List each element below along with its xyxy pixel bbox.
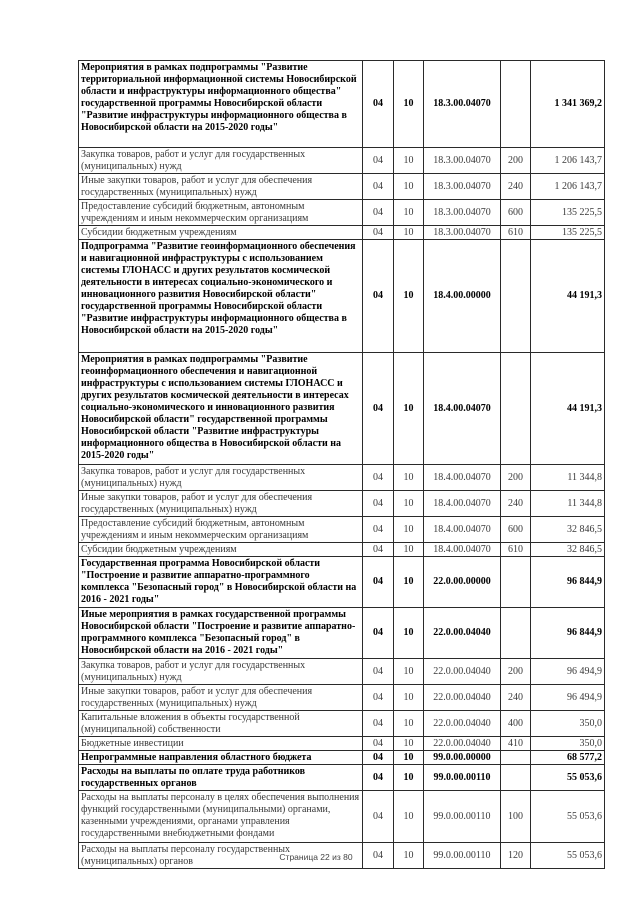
section-code-cell: 04 [363,608,394,659]
row-name-cell: Расходы на выплаты персоналу в целях обеспечения выполнения функций государственными (муниципальными) органами, казенными учреждениями, органами управления государственными внебюджетными фондами [79,791,363,843]
target-article-cell: 99.0.00.00000 [424,751,501,765]
expense-type-cell [501,61,531,148]
table-row [79,353,605,465]
amount-cell: 11 344,8 [531,491,605,517]
expense-type-cell: 600 [501,200,531,226]
section-code-cell: 04 [363,791,394,843]
table-row [79,791,605,843]
section-code-cell: 04 [363,200,394,226]
table-row [79,765,605,791]
expense-type-cell [501,608,531,659]
subsection-code-cell: 10 [394,685,424,711]
subsection-code-cell: 10 [394,200,424,226]
subsection-code-cell: 10 [394,765,424,791]
expense-type-cell [501,353,531,465]
table-row [79,711,605,737]
amount-cell: 55 053,6 [531,765,605,791]
target-article-cell: 18.4.00.04070 [424,491,501,517]
expense-type-cell [501,240,531,353]
amount-cell: 96 844,9 [531,608,605,659]
table-row [79,226,605,240]
expense-type-cell: 240 [501,685,531,711]
table-row [79,517,605,543]
target-article-cell: 22.0.00.04040 [424,737,501,751]
expense-type-cell: 600 [501,517,531,543]
section-code-cell: 04 [363,751,394,765]
subsection-code-cell: 10 [394,353,424,465]
section-code-cell: 04 [363,240,394,353]
table-row [79,737,605,751]
section-code-cell: 04 [363,465,394,491]
target-article-cell: 22.0.00.00000 [424,557,501,608]
section-code-cell: 04 [363,226,394,240]
table-row [79,751,605,765]
table-row [79,685,605,711]
target-article-cell: 99.0.00.00110 [424,843,501,869]
subsection-code-cell: 10 [394,557,424,608]
table-row [79,659,605,685]
subsection-code-cell: 10 [394,737,424,751]
subsection-code-cell: 10 [394,226,424,240]
target-article-cell: 18.4.00.04070 [424,543,501,557]
row-name-cell: Закупка товаров, работ и услуг для государственных (муниципальных) нужд [79,659,363,685]
section-code-cell: 04 [363,711,394,737]
row-name-cell: Закупка товаров, работ и услуг для государственных (муниципальных) нужд [79,148,363,174]
row-name-cell: Бюджетные инвестиции [79,737,363,751]
subsection-code-cell: 10 [394,491,424,517]
amount-cell: 96 844,9 [531,557,605,608]
subsection-code-cell: 10 [394,791,424,843]
section-code-cell: 04 [363,517,394,543]
subsection-code-cell: 10 [394,148,424,174]
section-code-cell: 04 [363,61,394,148]
expense-type-cell [501,765,531,791]
expense-type-cell: 200 [501,148,531,174]
subsection-code-cell: 10 [394,517,424,543]
expense-type-cell: 410 [501,737,531,751]
amount-cell: 96 494,9 [531,659,605,685]
row-name-cell: Расходы на выплаты по оплате труда работников государственных органов [79,765,363,791]
target-article-cell: 18.4.00.04070 [424,353,501,465]
amount-cell: 1 206 143,7 [531,148,605,174]
section-code-cell: 04 [363,737,394,751]
amount-cell: 11 344,8 [531,465,605,491]
table-row [79,465,605,491]
target-article-cell: 99.0.00.00110 [424,791,501,843]
subsection-code-cell: 10 [394,465,424,491]
target-article-cell: 18.4.00.04070 [424,465,501,491]
expense-type-cell: 610 [501,226,531,240]
target-article-cell: 18.3.00.04070 [424,148,501,174]
row-name-cell: Закупка товаров, работ и услуг для государственных (муниципальных) нужд [79,465,363,491]
expense-type-cell: 200 [501,659,531,685]
amount-cell: 135 225,5 [531,226,605,240]
target-article-cell: 18.3.00.04070 [424,226,501,240]
expense-type-cell: 240 [501,174,531,200]
subsection-code-cell: 10 [394,543,424,557]
target-article-cell: 18.4.00.04070 [424,517,501,543]
row-name-cell: Расходы на выплаты персоналу государственных (муниципальных) органов [79,843,363,869]
table-row [79,557,605,608]
row-name-cell: Мероприятия в рамках подпрограммы "Развитие геоинформационного обеспечения и навигационной инфраструктуры с использованием системы ГЛОНАСС и других результатов космической деятельности в интересах социально-экономического и инновационного развития Новосибирской области" государственной программы Новосибирской области "Развитие инфраструктуры информационного общества в Новосибирской области на 2015-2020 годы" [79,353,363,465]
section-code-cell: 04 [363,148,394,174]
target-article-cell: 18.4.00.00000 [424,240,501,353]
table-row [79,543,605,557]
section-code-cell: 04 [363,543,394,557]
amount-cell: 44 191,3 [531,353,605,465]
subsection-code-cell: 10 [394,843,424,869]
target-article-cell: 22.0.00.04040 [424,608,501,659]
table-row [79,240,605,353]
row-name-cell: Субсидии бюджетным учреждениям [79,226,363,240]
row-name-cell: Субсидии бюджетным учреждениям [79,543,363,557]
table-row [79,608,605,659]
row-name-cell: Предоставление субсидий бюджетным, автономным учреждениям и иным некоммерческим организациям [79,200,363,226]
section-code-cell: 04 [363,685,394,711]
row-name-cell: Предоставление субсидий бюджетным, автономным учреждениям и иным некоммерческим организациям [79,517,363,543]
subsection-code-cell: 10 [394,61,424,148]
amount-cell: 32 846,5 [531,543,605,557]
table-row [79,148,605,174]
table-row [79,200,605,226]
amount-cell: 44 191,3 [531,240,605,353]
subsection-code-cell: 10 [394,608,424,659]
target-article-cell: 22.0.00.04040 [424,659,501,685]
section-code-cell: 04 [363,843,394,869]
expense-type-cell: 100 [501,791,531,843]
section-code-cell: 04 [363,491,394,517]
row-name-cell: Капитальные вложения в объекты государственной (муниципальной) собственности [79,711,363,737]
row-name-cell: Иные закупки товаров, работ и услуг для обеспечения государственных (муниципальных) нужд [79,491,363,517]
expense-type-cell [501,557,531,608]
amount-cell: 32 846,5 [531,517,605,543]
subsection-code-cell: 10 [394,751,424,765]
target-article-cell: 22.0.00.04040 [424,711,501,737]
amount-cell: 1 206 143,7 [531,174,605,200]
subsection-code-cell: 10 [394,711,424,737]
expense-type-cell: 610 [501,543,531,557]
section-code-cell: 04 [363,174,394,200]
amount-cell: 55 053,6 [531,843,605,869]
target-article-cell: 18.3.00.04070 [424,200,501,226]
expense-type-cell [501,751,531,765]
table-row [79,491,605,517]
table-row [79,61,605,148]
page-number: Страница 22 из 80 [279,852,353,862]
amount-cell: 350,0 [531,737,605,751]
target-article-cell: 22.0.00.04040 [424,685,501,711]
section-code-cell: 04 [363,659,394,685]
expense-type-cell: 400 [501,711,531,737]
budget-table-body [79,61,605,869]
subsection-code-cell: 10 [394,659,424,685]
expense-type-cell: 200 [501,465,531,491]
section-code-cell: 04 [363,353,394,465]
row-name-cell: Государственная программа Новосибирской области "Построение и развитие аппаратно-программного комплекса "Безопасный город" в Новосибирской области на 2016 - 2021 годы" [79,557,363,608]
amount-cell: 55 053,6 [531,791,605,843]
amount-cell: 1 341 369,2 [531,61,605,148]
target-article-cell: 99.0.00.00110 [424,765,501,791]
row-name-cell: Мероприятия в рамках подпрограммы "Развитие территориальной информационной системы Новосибирской области и инфраструктуры информационного общества" государственной программы Новосибирской области "Развитие инфраструктуры информационного общества в Новосибирской области на 2015-2020 годы" [79,61,363,148]
row-name-cell: Иные мероприятия в рамках государственной программы Новосибирской области "Построение и развитие аппаратно-программного комплекса "Безопасный город" в Новосибирской области на 2016 - 2021 годы" [79,608,363,659]
section-code-cell: 04 [363,557,394,608]
amount-cell: 135 225,5 [531,200,605,226]
row-name-cell: Иные закупки товаров, работ и услуг для обеспечения государственных (муниципальных) нужд [79,174,363,200]
subsection-code-cell: 10 [394,174,424,200]
subsection-code-cell: 10 [394,240,424,353]
row-name-cell: Непрограммные направления областного бюджета [79,751,363,765]
amount-cell: 68 577,2 [531,751,605,765]
target-article-cell: 18.3.00.04070 [424,174,501,200]
expense-type-cell: 240 [501,491,531,517]
target-article-cell: 18.3.00.04070 [424,61,501,148]
budget-table [78,60,605,869]
table-row [79,174,605,200]
section-code-cell: 04 [363,765,394,791]
row-name-cell: Иные закупки товаров, работ и услуг для обеспечения государственных (муниципальных) нужд [79,685,363,711]
row-name-cell: Подпрограмма "Развитие геоинформационного обеспечения и навигационной инфраструктуры с использованием системы ГЛОНАСС и других результатов космической деятельности в интересах социально-экономического и инновационного развития Новосибирской области" государственной программы Новосибирской области "Развитие инфраструктуры информационного общества в Новосибирской области на 2015-2020 годы" [79,240,363,353]
amount-cell: 350,0 [531,711,605,737]
amount-cell: 96 494,9 [531,685,605,711]
expense-type-cell: 120 [501,843,531,869]
